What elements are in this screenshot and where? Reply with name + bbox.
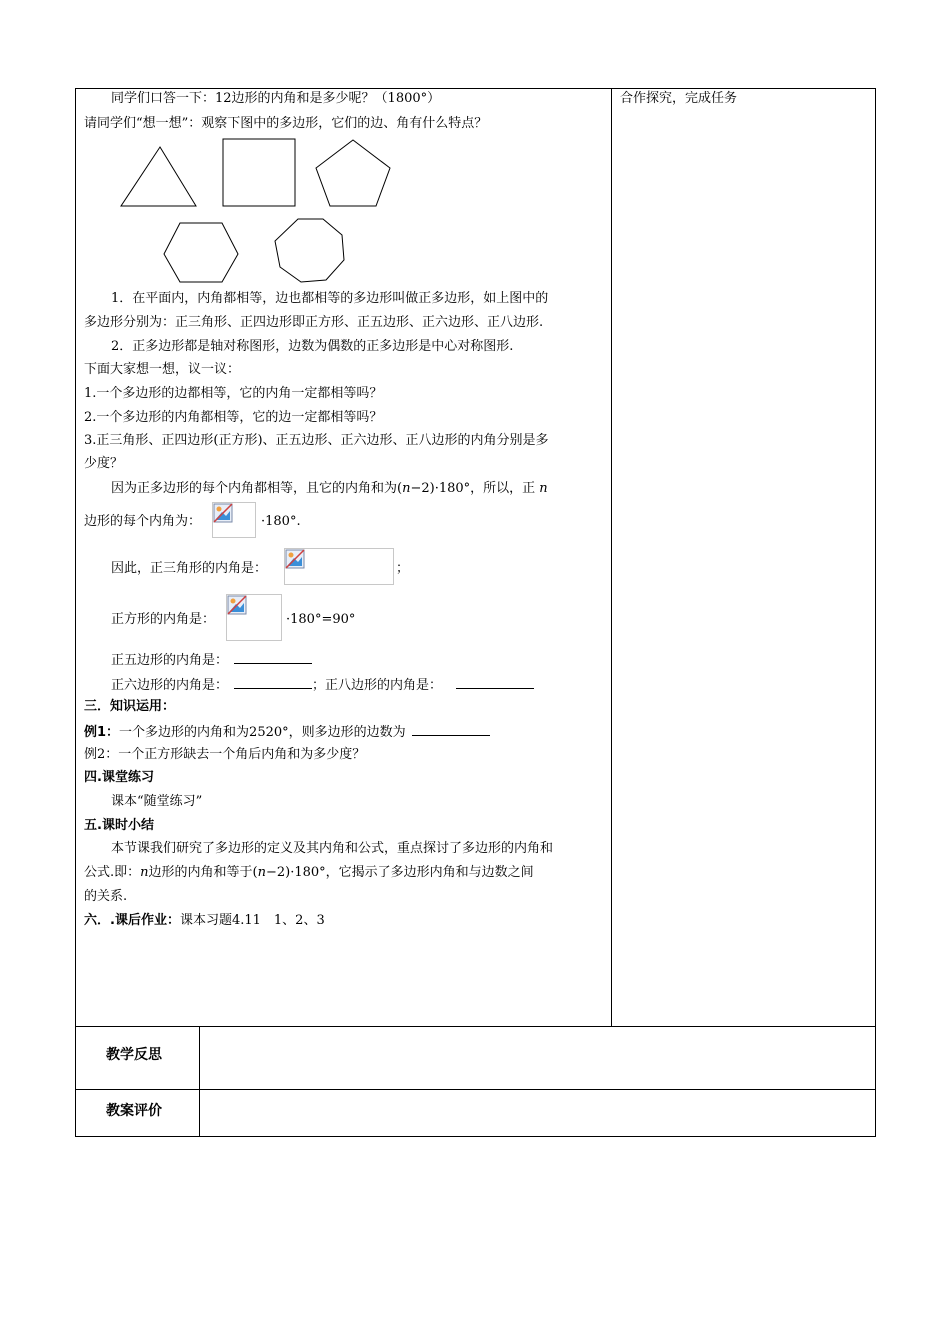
reason-line-a (111, 481, 548, 497)
reason-a-pre: 因为正多边形的每个内角都相等，且它的内角和为( (111, 481, 403, 496)
think-prompt: 请同学们“想一想”：观察下图中的多边形，它们的边、角有什么特点？ (84, 116, 488, 131)
hexagon-shape (164, 223, 238, 282)
summary-b-pre: 公式.即： (84, 865, 141, 880)
square-angle-pre: 正方形的内角是： (111, 612, 216, 627)
question-1: 1.一个多边形的边都相等，它的内角一定都相等吗？ (84, 386, 383, 401)
pentagon-angle (111, 651, 312, 669)
triangle-angle-post: ； (396, 561, 410, 576)
reason-a-n: n (402, 481, 411, 496)
evaluation-content-cell (199, 1089, 876, 1137)
formula-image-placeholder-2 (284, 548, 394, 585)
reason-a-post: −2)·180°，所以，正 (410, 481, 536, 496)
summary-line-b (84, 865, 534, 881)
discussion-intro: 下面大家想一想，议一议： (84, 362, 241, 377)
example-1-text: 一个多边形的内角和为2520°，则多边形的边数为 (119, 725, 406, 740)
summary-b-post: −2)·180°，它揭示了多边形内角和与边数之间 (265, 865, 534, 880)
reflection-content-cell (199, 1026, 876, 1090)
right-column-text: 合作探究，完成任务 (620, 91, 738, 106)
main-table-cell-right (611, 88, 876, 1027)
question-3-line-a: 3.正三角形、正四边形(正方形)、正五边形、正六边形、正八边形的内角分别是多 (84, 433, 549, 448)
example-1 (84, 723, 490, 741)
question-2: 2.一个多边形的内角都相等，它的边一定都相等吗？ (84, 410, 383, 425)
regular-polygons-figure (110, 135, 400, 290)
formula-image-placeholder-1 (212, 502, 256, 538)
section-6 (84, 913, 325, 929)
definition-1-line-a: 1．在平面内，内角都相等，边也都相等的多边形叫做正多边形，如上图中的 (111, 291, 549, 306)
summary-line-a: 本节课我们研究了多边形的定义及其内角和公式，重点探讨了多边形的内角和 (111, 841, 554, 856)
question-3-line-b: 少度？ (84, 456, 124, 471)
summary-b-mid: 边形的内角和等于( (148, 865, 258, 880)
hexagon-angle-label: 正六边形的内角是： (111, 678, 229, 693)
square-shape (223, 139, 295, 206)
section-5-heading: 五.课时小结 (84, 818, 154, 833)
definition-2: 2．正多边形都是轴对称图形，边数为偶数的正多边形是中心对称图形. (111, 339, 514, 354)
reflection-label: 教学反思 (106, 1047, 162, 1063)
example-2: 例2：一个正方形缺去一个角后内角和为多少度？ (84, 747, 366, 762)
triangle-shape (121, 147, 196, 206)
reason-a-n2: n (539, 481, 548, 496)
summary-b-n: n (140, 865, 149, 880)
practice-text: 课本“随堂练习” (111, 794, 203, 809)
definition-1-line-b: 多边形分别为：正三角形、正四边形即正方形、正五边形、正六边形、正八边形. (84, 315, 544, 330)
oral-question: 同学们口答一下：12边形的内角和是多少呢？（1800°） (111, 91, 441, 106)
section-6-label: 六．.课后作业： (84, 913, 180, 928)
reason-line-b-post: ·180°. (261, 514, 301, 529)
summary-b-n2: n (257, 865, 266, 880)
pentagon-shape (316, 140, 390, 206)
pentagon-angle-label: 正五边形的内角是： (111, 653, 229, 668)
example-1-answer-blank[interactable] (412, 723, 490, 736)
pentagon-answer-blank[interactable] (234, 651, 312, 664)
triangle-angle-pre: 因此，正三角形的内角是： (111, 561, 268, 576)
summary-line-c: 的关系. (84, 889, 128, 904)
evaluation-label: 教案评价 (106, 1103, 162, 1119)
octagon-shape (275, 219, 344, 282)
octagon-answer-blank[interactable] (456, 676, 534, 689)
hexagon-answer-blank[interactable] (234, 676, 312, 689)
formula-image-placeholder-3 (226, 594, 282, 641)
broken-image-icon (213, 503, 233, 523)
section-4-heading: 四.课堂练习 (84, 770, 154, 785)
section-3-heading: 三．知识运用： (84, 699, 176, 714)
square-angle-post: ·180°=90° (286, 612, 356, 627)
octagon-angle-label: ；正八边形的内角是： (312, 678, 443, 693)
hexagon-octagon-angle (111, 676, 534, 694)
example-1-label: 例1： (84, 725, 120, 740)
broken-image-icon (285, 549, 305, 569)
section-6-text: 课本习题4.11 1、2、3 (179, 913, 325, 928)
broken-image-icon (227, 595, 247, 615)
reason-line-b-pre: 边形的每个内角为： (84, 514, 202, 529)
